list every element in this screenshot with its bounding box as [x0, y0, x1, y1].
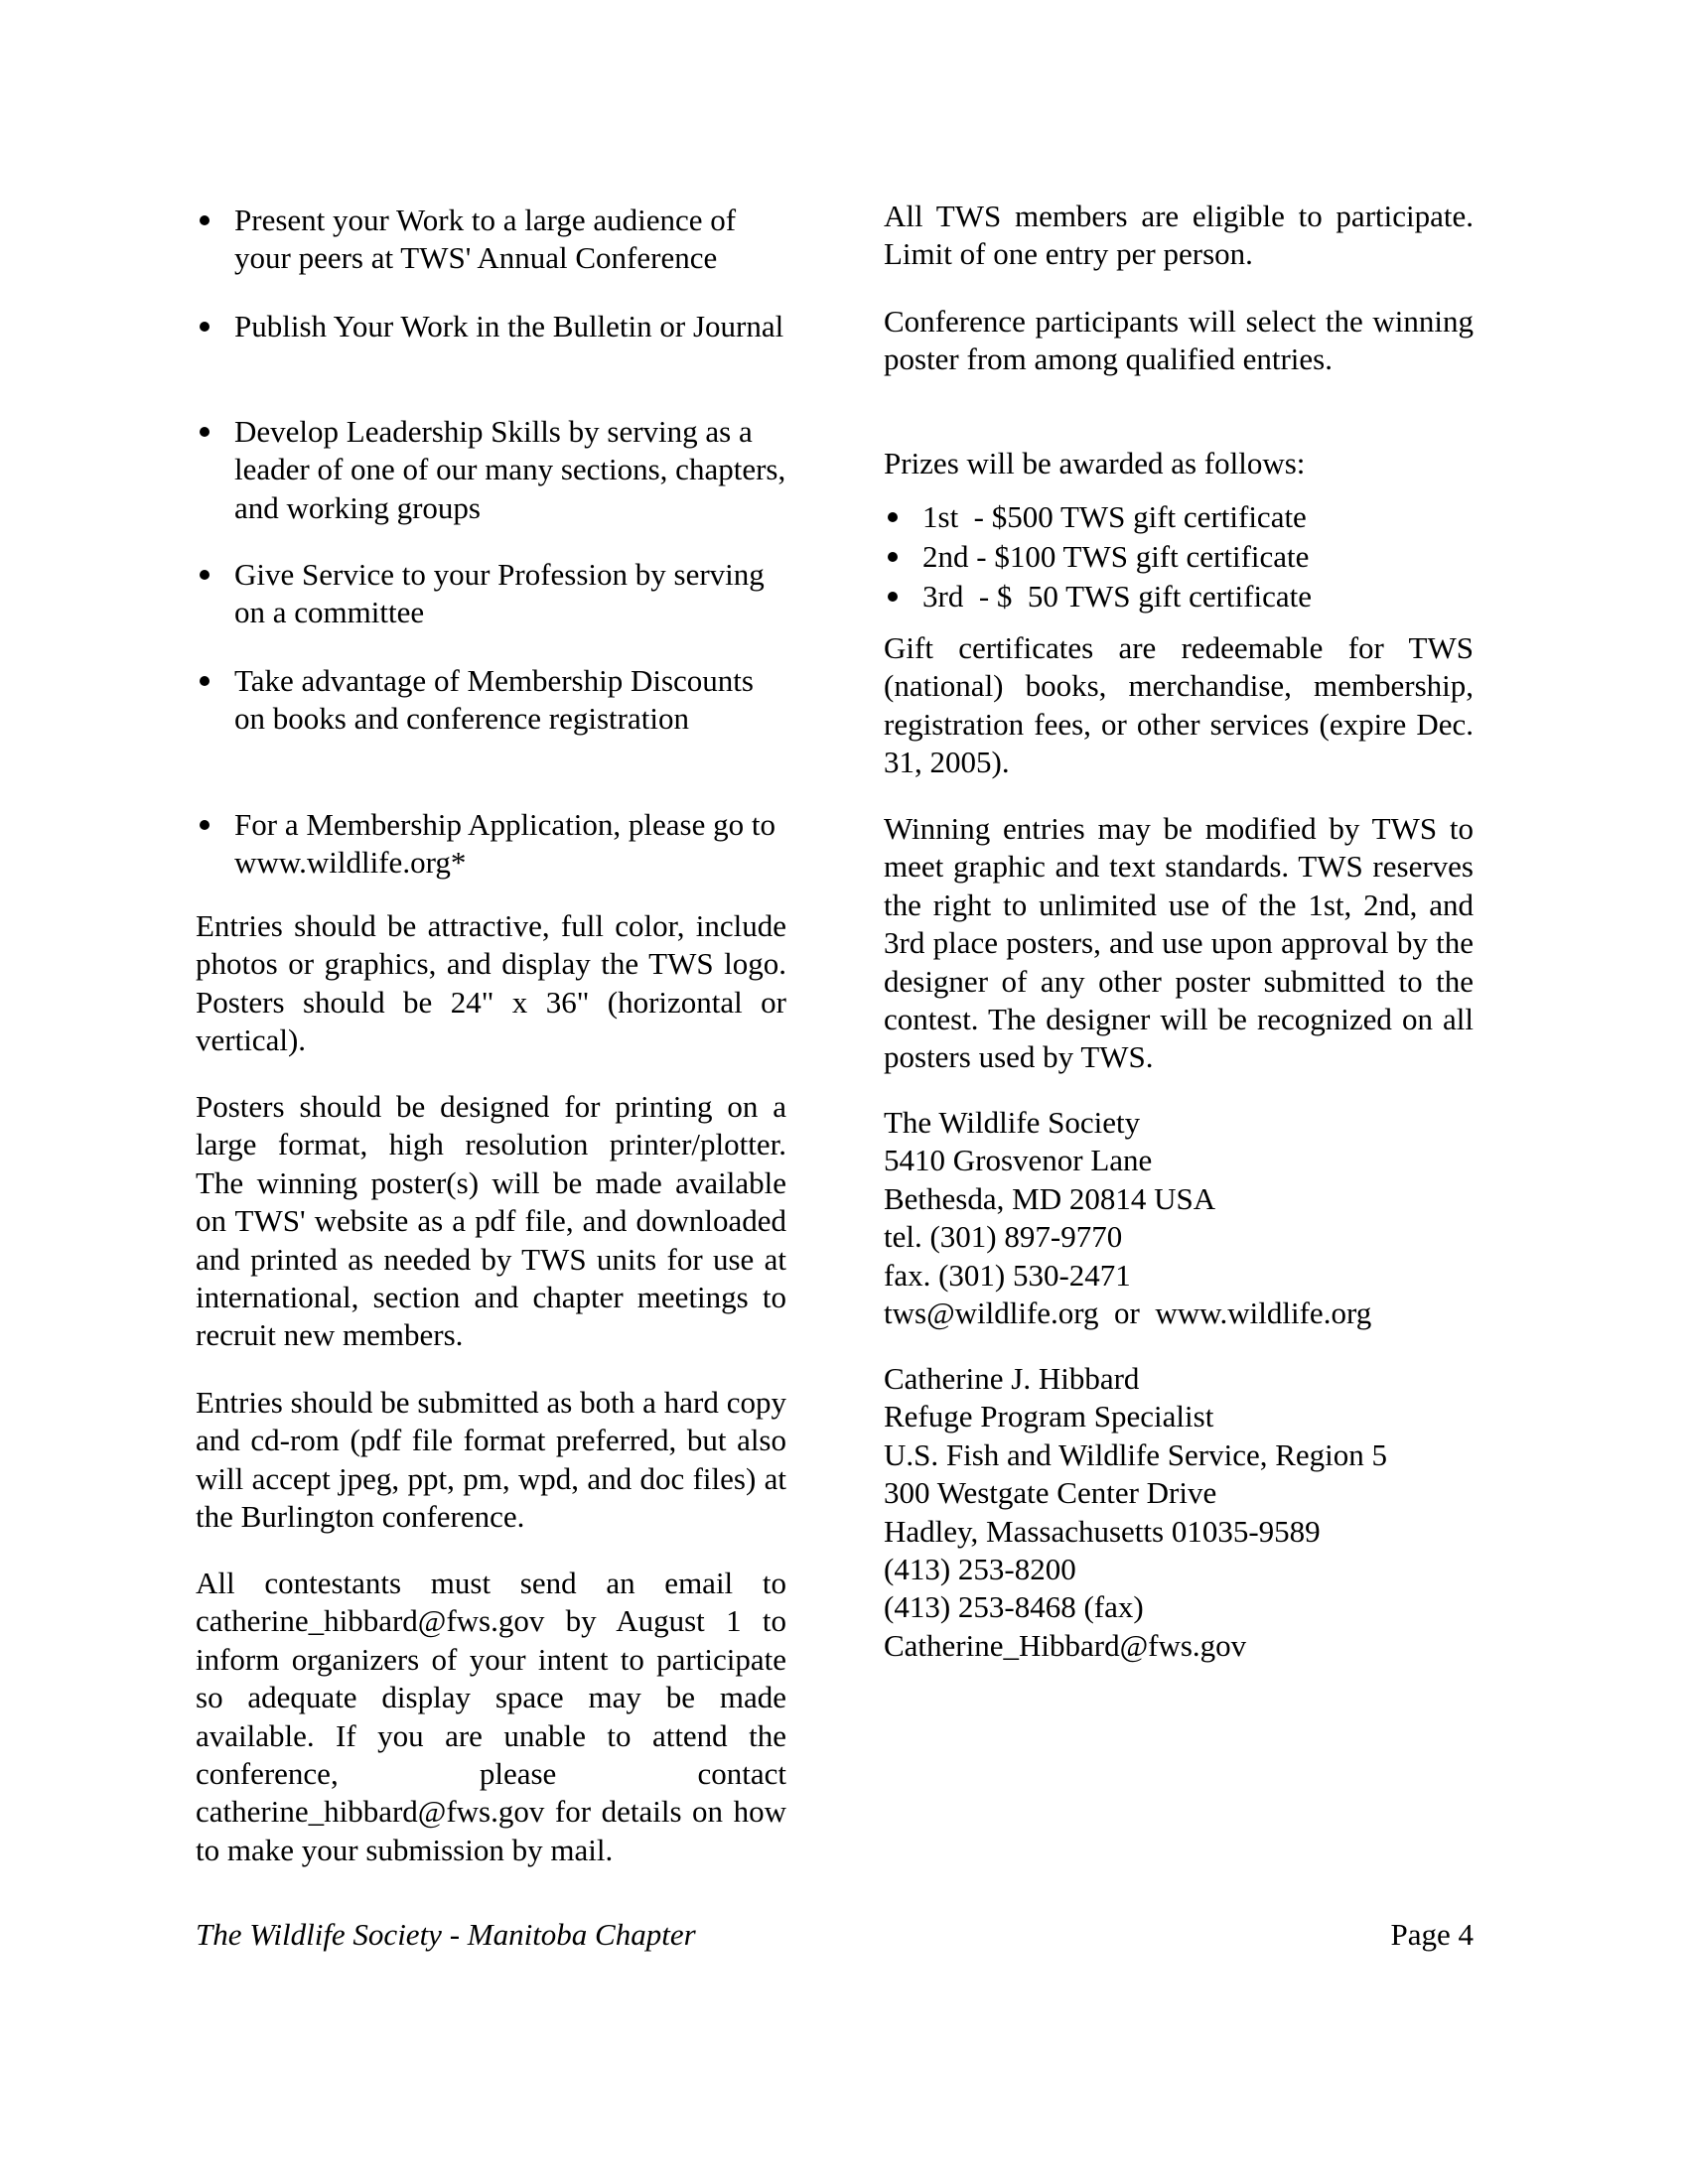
address-line: 300 Westgate Center Drive	[884, 1475, 1217, 1511]
bullet-icon	[200, 427, 210, 437]
prize-text: 1st - $500 TWS gift certificate	[922, 499, 1307, 534]
prize-second	[884, 537, 1474, 577]
benefit-bullet-present-work	[196, 202, 786, 278]
address-line: Hadley, Massachusetts 01035-9589	[884, 1513, 1321, 1549]
email-notice-paragraph: All contestants must send an email to catherine_hibbard@fws.gov by August 1 to inform organizers of your intent to participate so adequate display space may be made available. If you are unable to attend the conference, please contact catherine_hibbard@fws.gov for details on how to make your submission by mail.	[196, 1566, 786, 1867]
bullet-text: Give Service to your Profession by serving on a committee	[234, 557, 765, 630]
selection-paragraph: Conference participants will select the winning poster from among qualified entries.	[884, 304, 1474, 377]
bullet-icon	[888, 552, 898, 562]
bullet-icon	[200, 676, 210, 686]
bullet-icon	[888, 512, 898, 522]
contact-address-block	[884, 1360, 1474, 1665]
footer-publication: The Wildlife Society - Manitoba Chapter	[196, 1917, 696, 1952]
fax-line: (413) 253-8468 (fax)	[884, 1589, 1144, 1625]
benefit-bullet-publish	[196, 308, 786, 345]
bullet-icon	[200, 570, 210, 580]
bullet-text: Publish Your Work in the Bulletin or Journal	[234, 309, 784, 343]
prize-third	[884, 577, 1474, 616]
contact-name: Catherine J. Hibbard	[884, 1361, 1140, 1396]
address-line: 5410 Grosvenor Lane	[884, 1143, 1153, 1178]
phone-line: tel. (301) 897-9770	[884, 1219, 1123, 1255]
bullet-text: Take advantage of Membership Discounts on books and conference registration	[234, 663, 754, 737]
bullet-text: Present your Work to a large audience of your peers at TWS' Annual Conference	[234, 203, 737, 276]
prize-text: 3rd - $ 50 TWS gift certificate	[922, 579, 1312, 614]
address-line: The Wildlife Society	[884, 1105, 1141, 1140]
prizes-intro: Prizes will be awarded as follows:	[884, 446, 1306, 480]
bullet-icon	[200, 215, 210, 225]
benefit-bullet-service	[196, 556, 786, 632]
bullet-icon	[888, 592, 898, 602]
fax-line: fax. (301) 530-2471	[884, 1257, 1131, 1293]
benefit-bullet-discounts	[196, 662, 786, 739]
prize-text: 2nd - $100 TWS gift certificate	[922, 539, 1310, 574]
benefit-bullet-leadership	[196, 413, 786, 527]
bullet-text: Develop Leadership Skills by serving as a leader of one of our many sections, chapters, and working groups	[234, 414, 786, 525]
contact-title: Refuge Program Specialist	[884, 1399, 1214, 1434]
email-line: Catherine_Hibbard@fws.gov	[884, 1627, 1247, 1663]
benefit-bullet-application	[196, 806, 786, 883]
phone-line: (413) 253-8200	[884, 1552, 1076, 1587]
bullet-icon	[200, 820, 210, 830]
address-line: Bethesda, MD 20814 USA	[884, 1180, 1216, 1216]
gift-certificate-paragraph: Gift certificates are redeemable for TWS (national) books, merchandise, membership, registration fees, or other services (expire Dec. 31, 2005).	[884, 630, 1474, 780]
submission-format-paragraph: Entries should be submitted as both a hard copy and cd-rom (pdf file format preferred, but also will accept jpeg, ppt, pm, wpd, and doc files) at the Burlington conference.	[196, 1385, 786, 1535]
usage-rights-paragraph: Winning entries may be modified by TWS to meet graphic and text standards. TWS reserves the right to unlimited use of the 1st, 2nd, and 3rd place posters, and use upon approval by the designer of any other poster submitted to the contest. The designer will be recognized on all posters used by TWS.	[884, 811, 1474, 1075]
eligibility-paragraph: All TWS members are eligible to participate. Limit of one entry per person.	[884, 199, 1474, 272]
bullet-icon	[200, 322, 210, 332]
prize-first	[884, 497, 1474, 537]
contact-organization: U.S. Fish and Wildlife Service, Region 5	[884, 1436, 1388, 1472]
tws-address-block	[884, 1104, 1474, 1332]
email-web-line: tws@wildlife.org or www.wildlife.org	[884, 1296, 1372, 1331]
poster-printing-paragraph: Posters should be designed for printing on a large format, high resolution printer/plotter. The winning poster(s) will be made available on TWS' website as a pdf file, and downloaded and printed as needed by TWS units for use at international, section and chapter meetings to recruit new members.	[196, 1089, 786, 1353]
page-number: Page 4	[1390, 1917, 1474, 1952]
entries-requirements-paragraph: Entries should be attractive, full color, include photos or graphics, and display the TWS logo. Posters should be 24" x 36" (horizontal or vertical).	[196, 908, 786, 1058]
bullet-text: For a Membership Application, please go to www.wildlife.org*	[234, 807, 775, 881]
